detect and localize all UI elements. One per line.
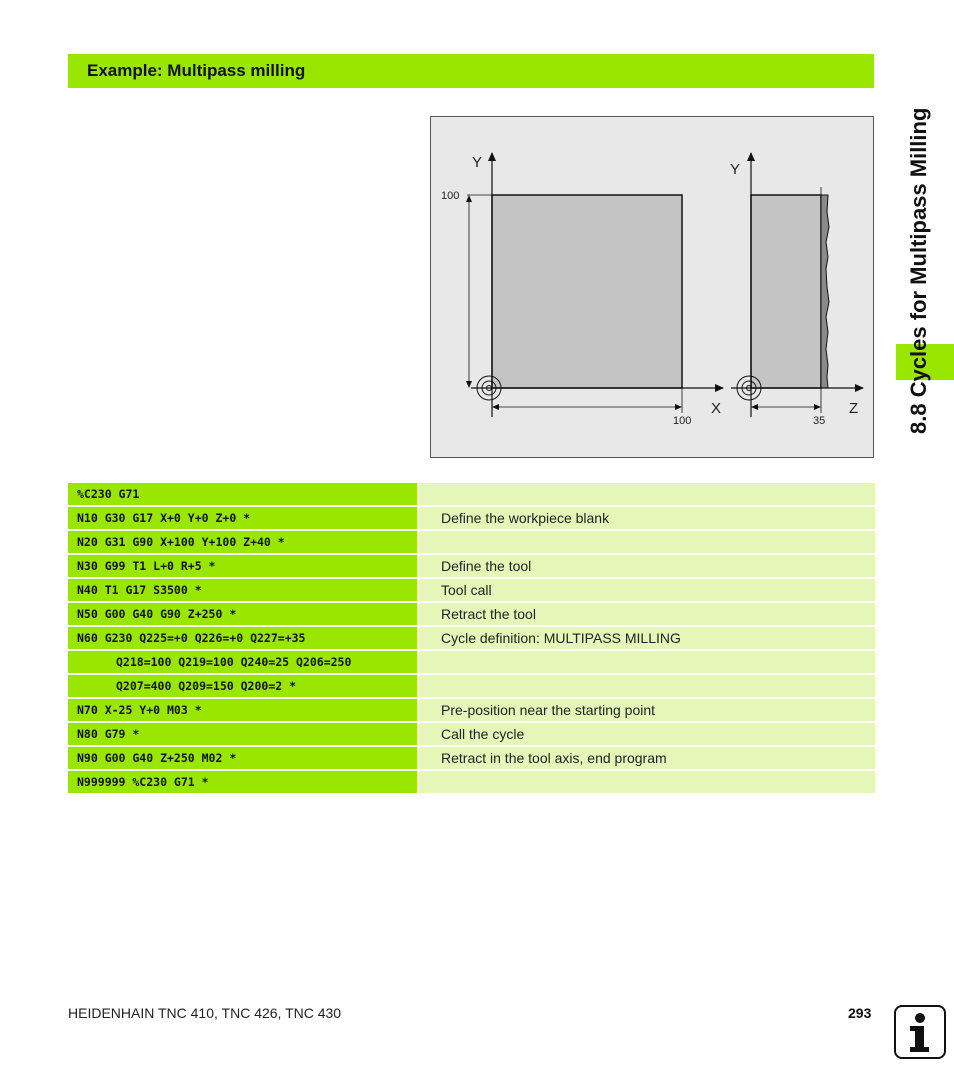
- description-cell: Pre-position near the starting point: [419, 699, 875, 723]
- code-cell: N999999 %C230 G71 *: [68, 771, 417, 795]
- code-cell: N30 G99 T1 L+0 R+5 *: [68, 555, 417, 579]
- code-cell: N40 T1 G17 S3500 *: [68, 579, 417, 603]
- code-cell: N20 G31 G90 X+100 Y+100 Z+40 *: [68, 531, 417, 555]
- table-row: [68, 603, 875, 627]
- section-banner: [68, 54, 874, 88]
- description-cell: [419, 675, 875, 699]
- nc-program-table: [68, 483, 875, 795]
- description-cell: [419, 531, 875, 555]
- workpiece-figure: [430, 116, 874, 458]
- info-icon: [894, 1005, 946, 1059]
- description-cell: Define the workpiece blank: [419, 507, 875, 531]
- code-cell: N10 G30 G17 X+0 Y+0 Z+0 *: [68, 507, 417, 531]
- description-cell: Retract in the tool axis, end program: [419, 747, 875, 771]
- table-row: [68, 771, 875, 795]
- code-cell: N80 G79 *: [68, 723, 417, 747]
- code-cell: Q207=400 Q209=150 Q200=2 *: [68, 675, 417, 699]
- description-cell: Call the cycle: [419, 723, 875, 747]
- y-axis-label-left: Y: [472, 154, 483, 171]
- code-cell: Q218=100 Q219=100 Q240=25 Q206=250: [68, 651, 417, 675]
- description-cell: [419, 651, 875, 675]
- code-cell: %C230 G71: [68, 483, 417, 507]
- y-axis-label-right: Y: [730, 161, 741, 178]
- table-row: [68, 651, 875, 675]
- code-cell: N60 G230 Q225=+0 Q226=+0 Q227=+35: [68, 627, 417, 651]
- width-value: 100: [673, 415, 692, 427]
- table-row: [68, 627, 875, 651]
- table-row: [68, 483, 875, 507]
- table-row: [68, 723, 875, 747]
- table-row: [68, 699, 875, 723]
- description-cell: Define the tool: [419, 555, 875, 579]
- height-value: 100: [441, 190, 460, 202]
- description-cell: Cycle definition: MULTIPASS MILLING: [419, 627, 875, 651]
- description-cell: [419, 771, 875, 795]
- table-row: [68, 579, 875, 603]
- description-cell: Tool call: [419, 579, 875, 603]
- code-cell: N50 G00 G40 G90 Z+250 *: [68, 603, 417, 627]
- table-row: [68, 675, 875, 699]
- code-cell: N70 X-25 Y+0 M03 *: [68, 699, 417, 723]
- workpiece-side-view: [751, 195, 821, 388]
- section-title: Example: Multipass milling: [87, 61, 306, 80]
- milled-surface: [821, 195, 829, 388]
- x-axis-label: X: [711, 400, 722, 417]
- description-cell: [419, 483, 875, 507]
- workpiece-drawing: [431, 117, 873, 457]
- z-axis-label: Z: [849, 400, 859, 417]
- table-row: [68, 507, 875, 531]
- chapter-side-title: 8.8 Cycles for Multipass Milling: [906, 107, 931, 434]
- description-cell: Retract the tool: [419, 603, 875, 627]
- table-row: [68, 531, 875, 555]
- depth-value: 35: [813, 415, 826, 427]
- table-row: [68, 555, 875, 579]
- page-number: 293: [848, 1005, 872, 1021]
- table-row: [68, 747, 875, 771]
- workpiece-top-view: [492, 195, 682, 388]
- footer-manual-title: HEIDENHAIN TNC 410, TNC 426, TNC 430: [68, 1005, 342, 1021]
- code-cell: N90 G00 G40 Z+250 M02 *: [68, 747, 417, 771]
